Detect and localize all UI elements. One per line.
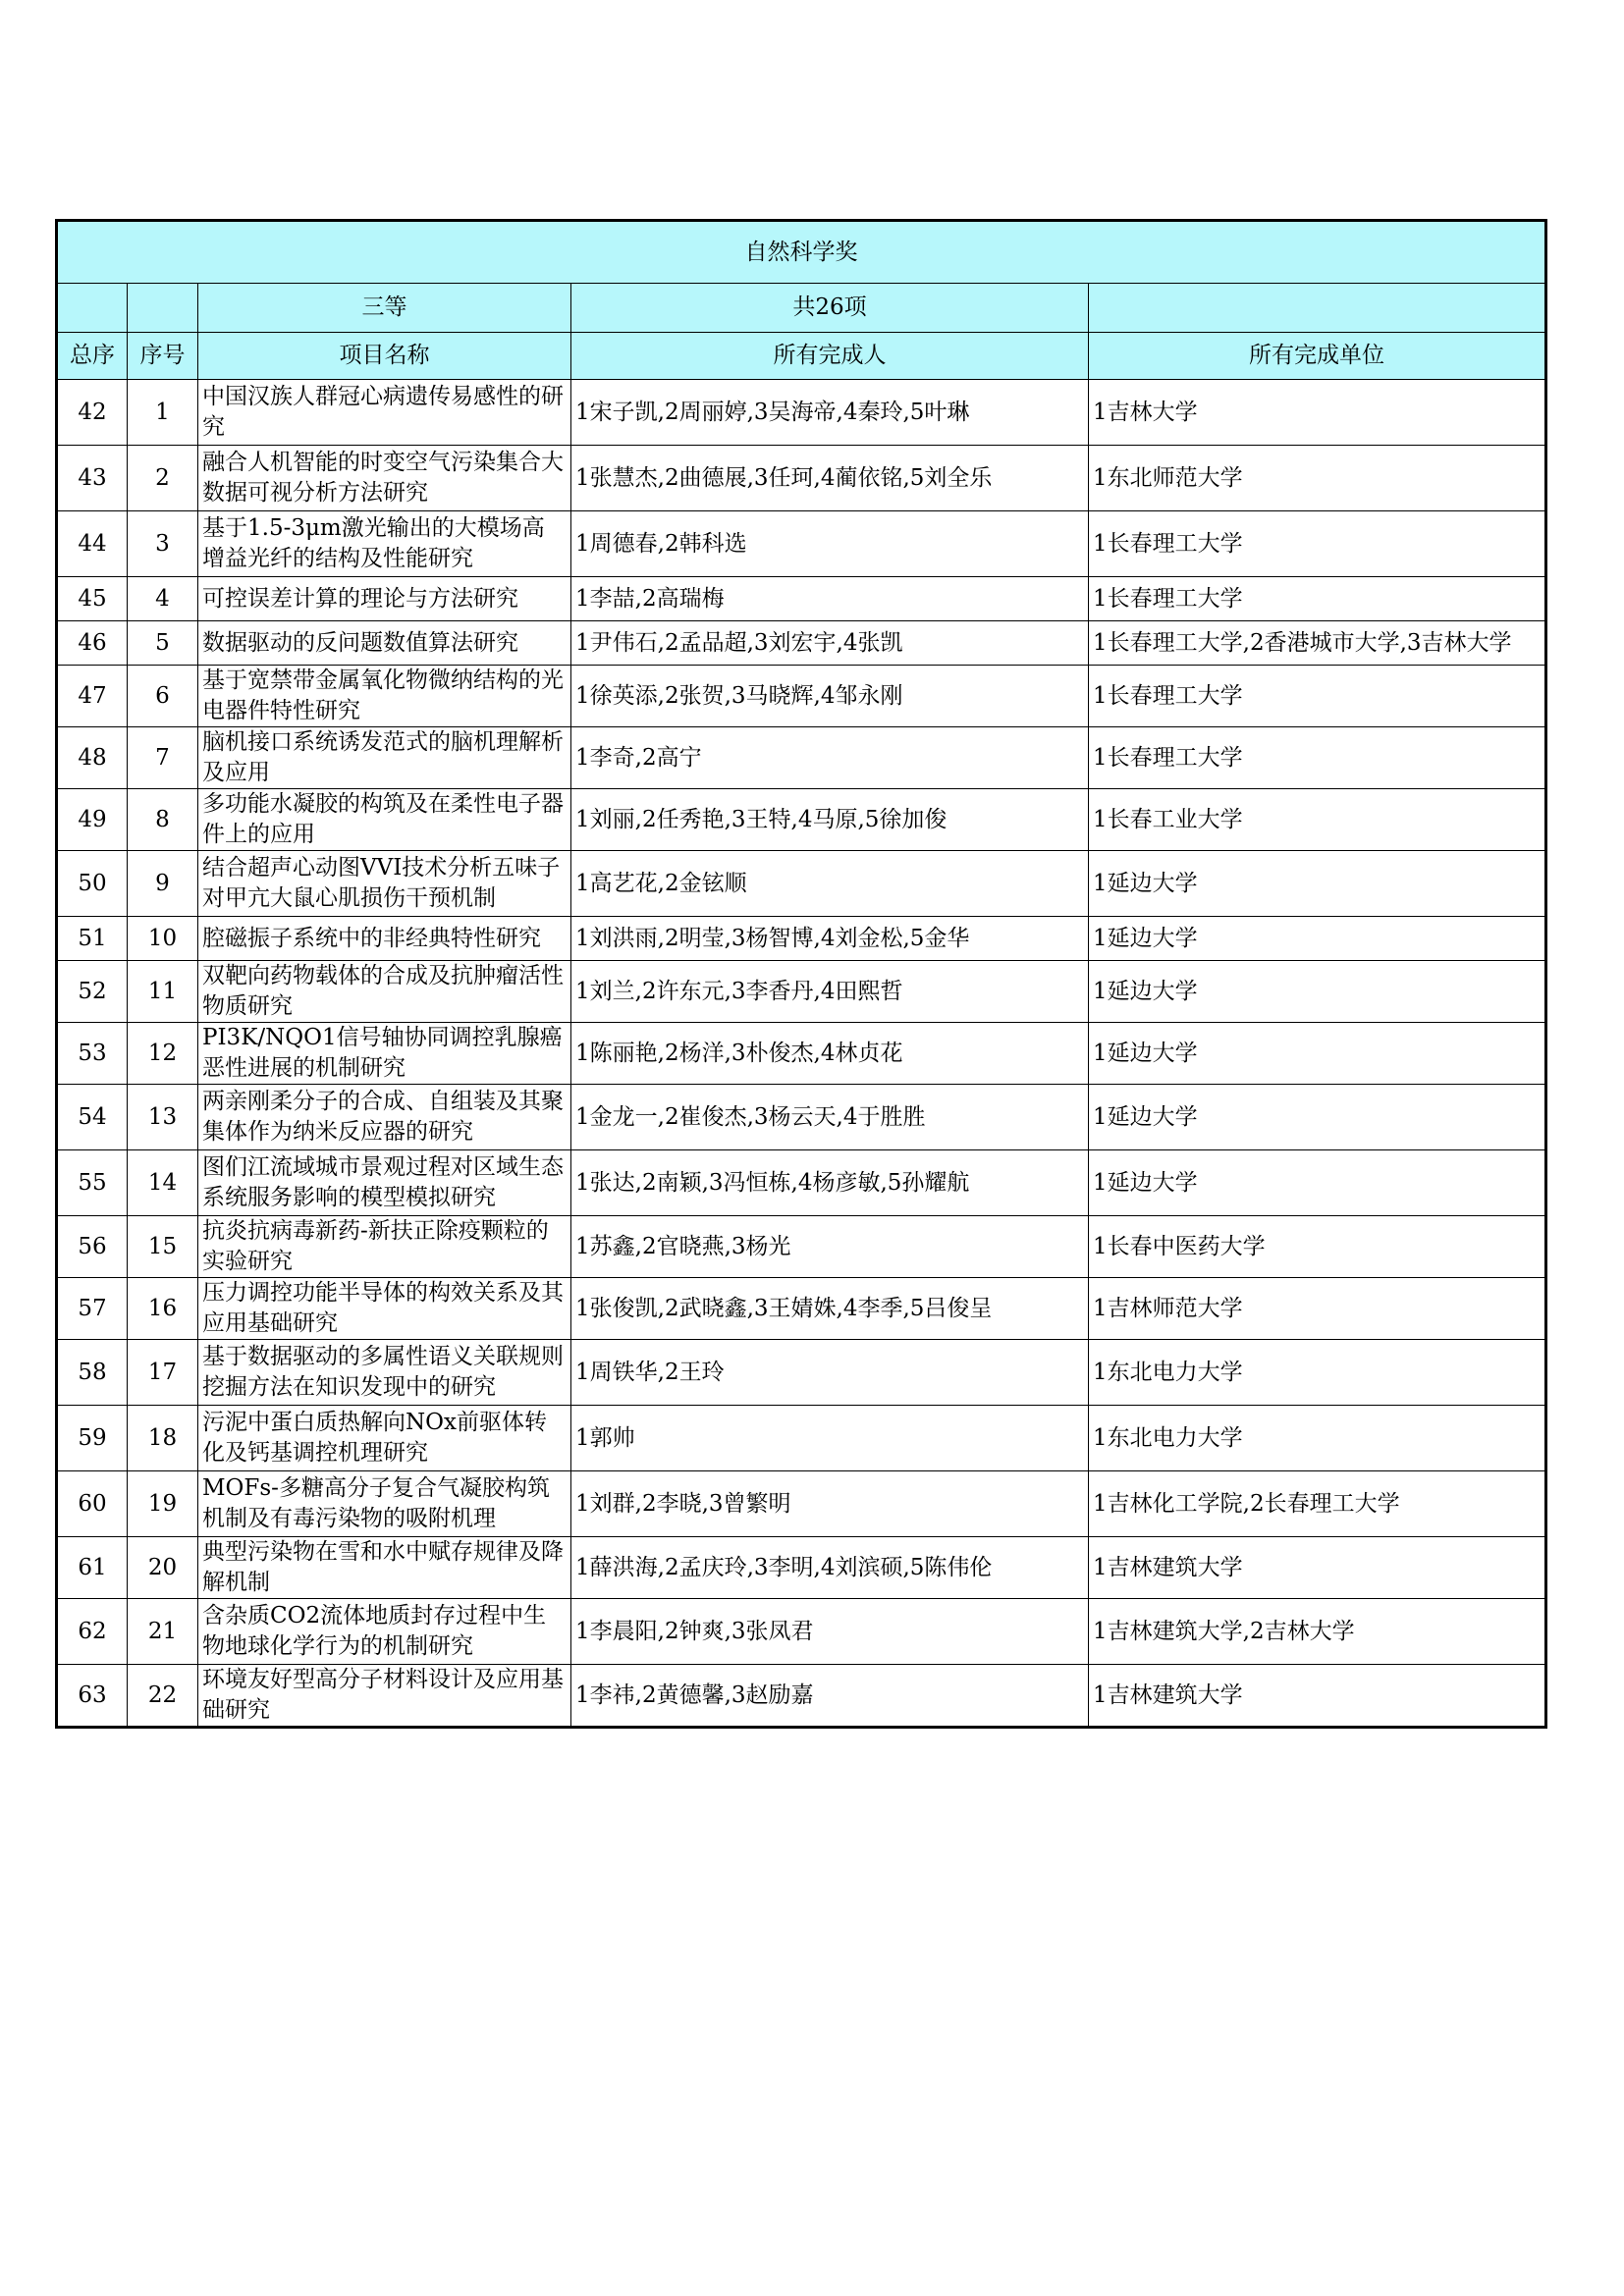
units-cell [1089, 1278, 1546, 1340]
project-name-cell [198, 727, 571, 789]
table-row [57, 1150, 1546, 1216]
project-name-cell-text: 含杂质CO2流体地质封存过程中生物地球化学行为的机制研究 [202, 1603, 547, 1659]
seq-cell-text: 6 [155, 682, 170, 709]
total-no-cell [57, 1278, 128, 1340]
seq-cell [128, 727, 198, 789]
project-name-cell-text: 中国汉族人群冠心病遗传易感性的研究 [202, 384, 564, 440]
seq-cell-text: 2 [155, 464, 170, 491]
table-row [57, 1216, 1546, 1278]
project-name-cell-text: 可控误差计算的理论与方法研究 [202, 585, 518, 612]
persons-cell-text: 1李祎,2黄德馨,3赵励嘉 [575, 1682, 814, 1708]
seq-cell-text: 17 [147, 1359, 178, 1385]
persons-cell [571, 1406, 1089, 1471]
project-name-cell-text: 结合超声心动图VVI技术分析五味子对甲亢大鼠心肌损伤干预机制 [202, 855, 561, 911]
seq-cell [128, 1471, 198, 1537]
total-no-cell [57, 1599, 128, 1665]
seq-cell-text: 14 [147, 1169, 178, 1196]
project-name-cell [198, 380, 571, 446]
table-row [57, 1406, 1546, 1471]
seq-cell [128, 1340, 198, 1406]
seq-cell-text: 19 [147, 1490, 178, 1517]
empty-cell [1089, 284, 1546, 333]
seq-cell-text: 7 [155, 744, 170, 771]
table-row [57, 1085, 1546, 1150]
project-name-cell-text: 基于宽禁带金属氧化物微纳结构的光电器件特性研究 [202, 667, 564, 723]
seq-cell [128, 621, 198, 666]
project-name-cell [198, 1537, 571, 1599]
grade-label: 三等 [198, 284, 571, 333]
table-row [57, 1599, 1546, 1665]
column-header-persons: 所有完成人 [571, 333, 1089, 380]
persons-cell-text: 1刘群,2李晓,3曾繁明 [575, 1490, 791, 1517]
total-no-cell-text: 47 [78, 682, 107, 709]
units-cell-text: 1延边大学 [1093, 978, 1198, 1004]
grade-row [57, 284, 1546, 333]
total-no-cell-text: 42 [78, 399, 107, 425]
units-cell-text: 1延边大学 [1093, 1169, 1198, 1196]
seq-cell-text: 15 [147, 1233, 178, 1259]
total-no-cell-text: 58 [78, 1359, 107, 1385]
total-no-cell [57, 1150, 128, 1216]
seq-cell [128, 1278, 198, 1340]
persons-cell [571, 666, 1089, 727]
seq-cell [128, 1537, 198, 1599]
project-name-cell [198, 1665, 571, 1728]
total-no-cell [57, 666, 128, 727]
persons-cell [571, 1665, 1089, 1728]
persons-cell-text: 1徐英添,2张贺,3马晓辉,4邹永刚 [575, 682, 903, 709]
total-no-cell-text: 50 [78, 870, 107, 896]
units-cell-text: 1东北电力大学 [1093, 1359, 1243, 1385]
project-name-cell-text: 多功能水凝胶的构筑及在柔性电子器件上的应用 [202, 791, 564, 847]
units-cell-text: 1长春中医药大学 [1093, 1233, 1266, 1259]
project-name-cell [198, 1023, 571, 1085]
total-no-cell-text: 48 [78, 744, 107, 771]
units-cell [1089, 1023, 1546, 1085]
units-cell-text: 1吉林化工学院,2长春理工大学 [1093, 1490, 1400, 1517]
total-no-cell-text: 46 [78, 629, 107, 656]
total-no-cell-text: 61 [78, 1554, 107, 1580]
persons-cell [571, 1023, 1089, 1085]
persons-cell-text: 1刘丽,2任秀艳,3王特,4马原,5徐加俊 [575, 806, 947, 832]
persons-cell [571, 511, 1089, 577]
units-cell-text: 1延边大学 [1093, 1103, 1198, 1130]
units-cell-text: 1东北师范大学 [1093, 464, 1243, 491]
project-name-cell-text: 环境友好型高分子材料设计及应用基础研究 [202, 1667, 564, 1723]
total-no-cell-text: 60 [78, 1490, 107, 1517]
project-name-cell-text: 数据驱动的反问题数值算法研究 [202, 629, 518, 656]
column-header-units: 所有完成单位 [1089, 333, 1546, 380]
persons-cell-text: 1郭帅 [575, 1424, 635, 1451]
seq-cell-text: 3 [155, 530, 170, 557]
total-no-cell [57, 577, 128, 621]
seq-cell-text: 1 [155, 399, 170, 425]
persons-cell [571, 1278, 1089, 1340]
persons-cell-text: 1张慧杰,2曲德展,3任珂,4蔺依铭,5刘全乐 [575, 464, 993, 491]
project-name-cell [198, 511, 571, 577]
total-no-cell [57, 1665, 128, 1728]
seq-cell [128, 1599, 198, 1665]
units-cell [1089, 727, 1546, 789]
total-no-cell-text: 51 [78, 925, 107, 951]
units-cell-text: 1长春理工大学 [1093, 530, 1243, 557]
table-row [57, 789, 1546, 851]
seq-cell [128, 1085, 198, 1150]
persons-cell [571, 789, 1089, 851]
total-no-cell-text: 63 [78, 1682, 107, 1708]
table-row [57, 961, 1546, 1023]
project-name-cell-text: PI3K/NQO1信号轴协同调控乳腺癌恶性进展的机制研究 [202, 1025, 563, 1081]
units-cell [1089, 1085, 1546, 1150]
table-row [57, 1278, 1546, 1340]
total-no-cell [57, 446, 128, 511]
seq-cell [128, 666, 198, 727]
persons-cell [571, 851, 1089, 917]
table-title: 自然科学奖 [57, 221, 1546, 284]
table-row [57, 851, 1546, 917]
column-header-project: 项目名称 [198, 333, 571, 380]
seq-cell [128, 1665, 198, 1728]
persons-cell [571, 1471, 1089, 1537]
table-body [57, 221, 1546, 1728]
persons-cell-text: 1刘洪雨,2明莹,3杨智博,4刘金松,5金华 [575, 925, 970, 951]
total-no-cell [57, 1340, 128, 1406]
project-name-cell-text: 双靶向药物载体的合成及抗肿瘤活性物质研究 [202, 963, 564, 1019]
units-cell [1089, 1471, 1546, 1537]
project-name-cell [198, 621, 571, 666]
seq-cell [128, 789, 198, 851]
units-cell-text: 1延边大学 [1093, 1040, 1198, 1066]
persons-cell-text: 1苏鑫,2官晓燕,3杨光 [575, 1233, 791, 1259]
units-cell [1089, 1665, 1546, 1728]
seq-cell [128, 917, 198, 961]
persons-cell-text: 1高艺花,2金铉顺 [575, 870, 747, 896]
total-no-cell [57, 851, 128, 917]
units-cell [1089, 1340, 1546, 1406]
project-name-cell [198, 1599, 571, 1665]
seq-cell [128, 851, 198, 917]
units-cell-text: 1长春理工大学 [1093, 744, 1243, 771]
persons-cell [571, 1599, 1089, 1665]
units-cell-text: 1长春工业大学 [1093, 806, 1243, 832]
persons-cell [571, 1085, 1089, 1150]
units-cell [1089, 1216, 1546, 1278]
total-no-cell [57, 1023, 128, 1085]
total-no-cell [57, 1471, 128, 1537]
project-name-cell [198, 851, 571, 917]
seq-cell-text: 13 [147, 1103, 178, 1130]
project-name-cell-text: 基于1.5-3μm激光输出的大模场高增益光纤的结构及性能研究 [202, 515, 545, 571]
seq-cell-text: 9 [155, 870, 170, 896]
total-no-cell-text: 49 [78, 806, 107, 832]
project-name-cell-text: 图们江流域城市景观过程对区域生态系统服务影响的模型模拟研究 [202, 1154, 564, 1210]
persons-cell-text: 1陈丽艳,2杨洋,3朴俊杰,4林贞花 [575, 1040, 903, 1066]
units-cell [1089, 851, 1546, 917]
units-cell [1089, 917, 1546, 961]
table-row [57, 1665, 1546, 1728]
seq-cell-text: 11 [147, 978, 178, 1004]
column-header-seq: 序号 [128, 333, 198, 380]
total-no-cell [57, 961, 128, 1023]
table-row [57, 917, 1546, 961]
persons-cell-text: 1周铁华,2王玲 [575, 1359, 725, 1385]
project-name-cell [198, 1471, 571, 1537]
persons-cell [571, 621, 1089, 666]
units-cell [1089, 621, 1546, 666]
project-name-cell [198, 1406, 571, 1471]
seq-cell [128, 1216, 198, 1278]
table-row [57, 511, 1546, 577]
persons-cell-text: 1薛洪海,2孟庆玲,3李明,4刘滨硕,5陈伟伦 [575, 1554, 993, 1580]
units-cell-text: 1吉林师范大学 [1093, 1295, 1243, 1321]
units-cell [1089, 666, 1546, 727]
total-no-cell [57, 1537, 128, 1599]
seq-cell [128, 511, 198, 577]
persons-cell [571, 446, 1089, 511]
award-table [55, 219, 1547, 1729]
total-no-cell [57, 1216, 128, 1278]
units-cell-text: 1延边大学 [1093, 925, 1198, 951]
units-cell [1089, 446, 1546, 511]
units-cell [1089, 789, 1546, 851]
total-no-cell-text: 54 [78, 1103, 107, 1130]
seq-cell [128, 577, 198, 621]
units-cell [1089, 511, 1546, 577]
units-cell-text: 1吉林建筑大学,2吉林大学 [1093, 1618, 1355, 1644]
total-no-cell [57, 511, 128, 577]
project-name-cell-text: 基于数据驱动的多属性语义关联规则挖掘方法在知识发现中的研究 [202, 1344, 564, 1400]
project-name-cell-text: 污泥中蛋白质热解向NOx前驱体转化及钙基调控机理研究 [202, 1410, 547, 1466]
total-no-cell-text: 52 [78, 978, 107, 1004]
project-name-cell [198, 577, 571, 621]
project-name-cell-text: 典型污染物在雪和水中赋存规律及降解机制 [202, 1539, 564, 1595]
persons-cell-text: 1张俊凯,2武晓鑫,3王婧姝,4李季,5吕俊呈 [575, 1295, 993, 1321]
total-no-cell-text: 59 [78, 1424, 107, 1451]
project-name-cell [198, 1278, 571, 1340]
persons-cell-text: 1宋子凯,2周丽婷,3吴海帝,4秦玲,5叶琳 [575, 399, 970, 425]
units-cell-text: 1长春理工大学 [1093, 682, 1243, 709]
project-name-cell-text: 融合人机智能的时变空气污染集合大数据可视分析方法研究 [202, 450, 564, 506]
total-no-cell-text: 56 [78, 1233, 107, 1259]
units-cell [1089, 1537, 1546, 1599]
table-row [57, 621, 1546, 666]
total-count: 共26项 [571, 284, 1089, 333]
units-cell [1089, 1406, 1546, 1471]
total-no-cell [57, 1085, 128, 1150]
project-name-cell [198, 1216, 571, 1278]
project-name-cell-text: 抗炎抗病毒新药-新扶正除疫颗粒的实验研究 [202, 1218, 549, 1274]
project-name-cell [198, 789, 571, 851]
table-row [57, 1537, 1546, 1599]
total-no-cell [57, 1406, 128, 1471]
units-cell-text: 1长春理工大学 [1093, 585, 1243, 612]
seq-cell-text: 18 [147, 1424, 178, 1451]
seq-cell [128, 380, 198, 446]
empty-cell [57, 284, 128, 333]
persons-cell-text: 1金龙一,2崔俊杰,3杨云天,4于胜胜 [575, 1103, 926, 1130]
title-row [57, 221, 1546, 284]
total-no-cell [57, 789, 128, 851]
seq-cell-text: 16 [147, 1295, 178, 1321]
persons-cell [571, 577, 1089, 621]
project-name-cell [198, 1150, 571, 1216]
seq-cell [128, 1150, 198, 1216]
persons-cell [571, 1537, 1089, 1599]
persons-cell [571, 1150, 1089, 1216]
total-no-cell [57, 621, 128, 666]
project-name-cell-text: MOFs-多糖高分子复合气凝胶构筑机制及有毒污染物的吸附机理 [202, 1475, 550, 1531]
project-name-cell [198, 917, 571, 961]
persons-cell [571, 917, 1089, 961]
total-no-cell-text: 55 [78, 1169, 107, 1196]
total-no-cell-text: 62 [78, 1618, 107, 1644]
project-name-cell [198, 961, 571, 1023]
persons-cell [571, 727, 1089, 789]
persons-cell [571, 1340, 1089, 1406]
seq-cell-text: 22 [147, 1682, 178, 1708]
seq-cell [128, 1023, 198, 1085]
total-no-cell [57, 727, 128, 789]
total-no-cell-text: 57 [78, 1295, 107, 1321]
units-cell-text: 1吉林大学 [1093, 399, 1198, 425]
project-name-cell-text: 腔磁振子系统中的非经典特性研究 [202, 925, 541, 951]
project-name-cell [198, 666, 571, 727]
table-row [57, 727, 1546, 789]
total-no-cell [57, 917, 128, 961]
units-cell [1089, 961, 1546, 1023]
seq-cell-text: 4 [155, 585, 170, 612]
seq-cell-text: 10 [147, 925, 178, 951]
persons-cell-text: 1李奇,2高宁 [575, 744, 702, 771]
total-no-cell-text: 43 [78, 464, 107, 491]
units-cell-text: 1吉林建筑大学 [1093, 1682, 1243, 1708]
project-name-cell [198, 1085, 571, 1150]
units-cell-text: 1吉林建筑大学 [1093, 1554, 1243, 1580]
table-row [57, 446, 1546, 511]
seq-cell-text: 5 [155, 629, 170, 656]
persons-cell-text: 1李喆,2高瑞梅 [575, 585, 725, 612]
project-name-cell-text: 脑机接口系统诱发范式的脑机理解析及应用 [202, 729, 564, 785]
persons-cell [571, 380, 1089, 446]
units-cell [1089, 1599, 1546, 1665]
project-name-cell-text: 压力调控功能半导体的构效关系及其应用基础研究 [202, 1280, 564, 1336]
total-no-cell-text: 45 [78, 585, 107, 612]
persons-cell-text: 1周德春,2韩科选 [575, 530, 747, 557]
table-row [57, 1023, 1546, 1085]
seq-cell-text: 8 [155, 806, 170, 832]
persons-cell [571, 961, 1089, 1023]
total-no-cell [57, 380, 128, 446]
table-row [57, 577, 1546, 621]
units-cell [1089, 380, 1546, 446]
project-name-cell [198, 1340, 571, 1406]
units-cell [1089, 577, 1546, 621]
seq-cell-text: 21 [147, 1618, 178, 1644]
seq-cell-text: 20 [147, 1554, 178, 1580]
persons-cell [571, 1216, 1089, 1278]
persons-cell-text: 1张达,2南颖,3冯恒栋,4杨彦敏,5孙耀航 [575, 1169, 970, 1196]
column-header-row [57, 333, 1546, 380]
seq-cell-text: 12 [147, 1040, 178, 1066]
persons-cell-text: 1尹伟石,2孟品超,3刘宏宇,4张凯 [575, 629, 903, 656]
empty-cell [128, 284, 198, 333]
table-row [57, 666, 1546, 727]
total-no-cell-text: 53 [78, 1040, 107, 1066]
units-cell-text: 1长春理工大学,2香港城市大学,3吉林大学 [1093, 629, 1512, 656]
table-row [57, 380, 1546, 446]
column-header-total-no: 总序 [57, 333, 128, 380]
units-cell-text: 1东北电力大学 [1093, 1424, 1243, 1451]
total-no-cell-text: 44 [78, 530, 107, 557]
table-row [57, 1340, 1546, 1406]
persons-cell-text: 1刘兰,2许东元,3李香丹,4田熙哲 [575, 978, 903, 1004]
table-row [57, 1471, 1546, 1537]
units-cell-text: 1延边大学 [1093, 870, 1198, 896]
seq-cell [128, 961, 198, 1023]
project-name-cell-text: 两亲刚柔分子的合成、自组装及其聚集体作为纳米反应器的研究 [202, 1089, 564, 1145]
seq-cell [128, 446, 198, 511]
seq-cell [128, 1406, 198, 1471]
units-cell [1089, 1150, 1546, 1216]
project-name-cell [198, 446, 571, 511]
persons-cell-text: 1李晨阳,2钟爽,3张凤君 [575, 1618, 814, 1644]
